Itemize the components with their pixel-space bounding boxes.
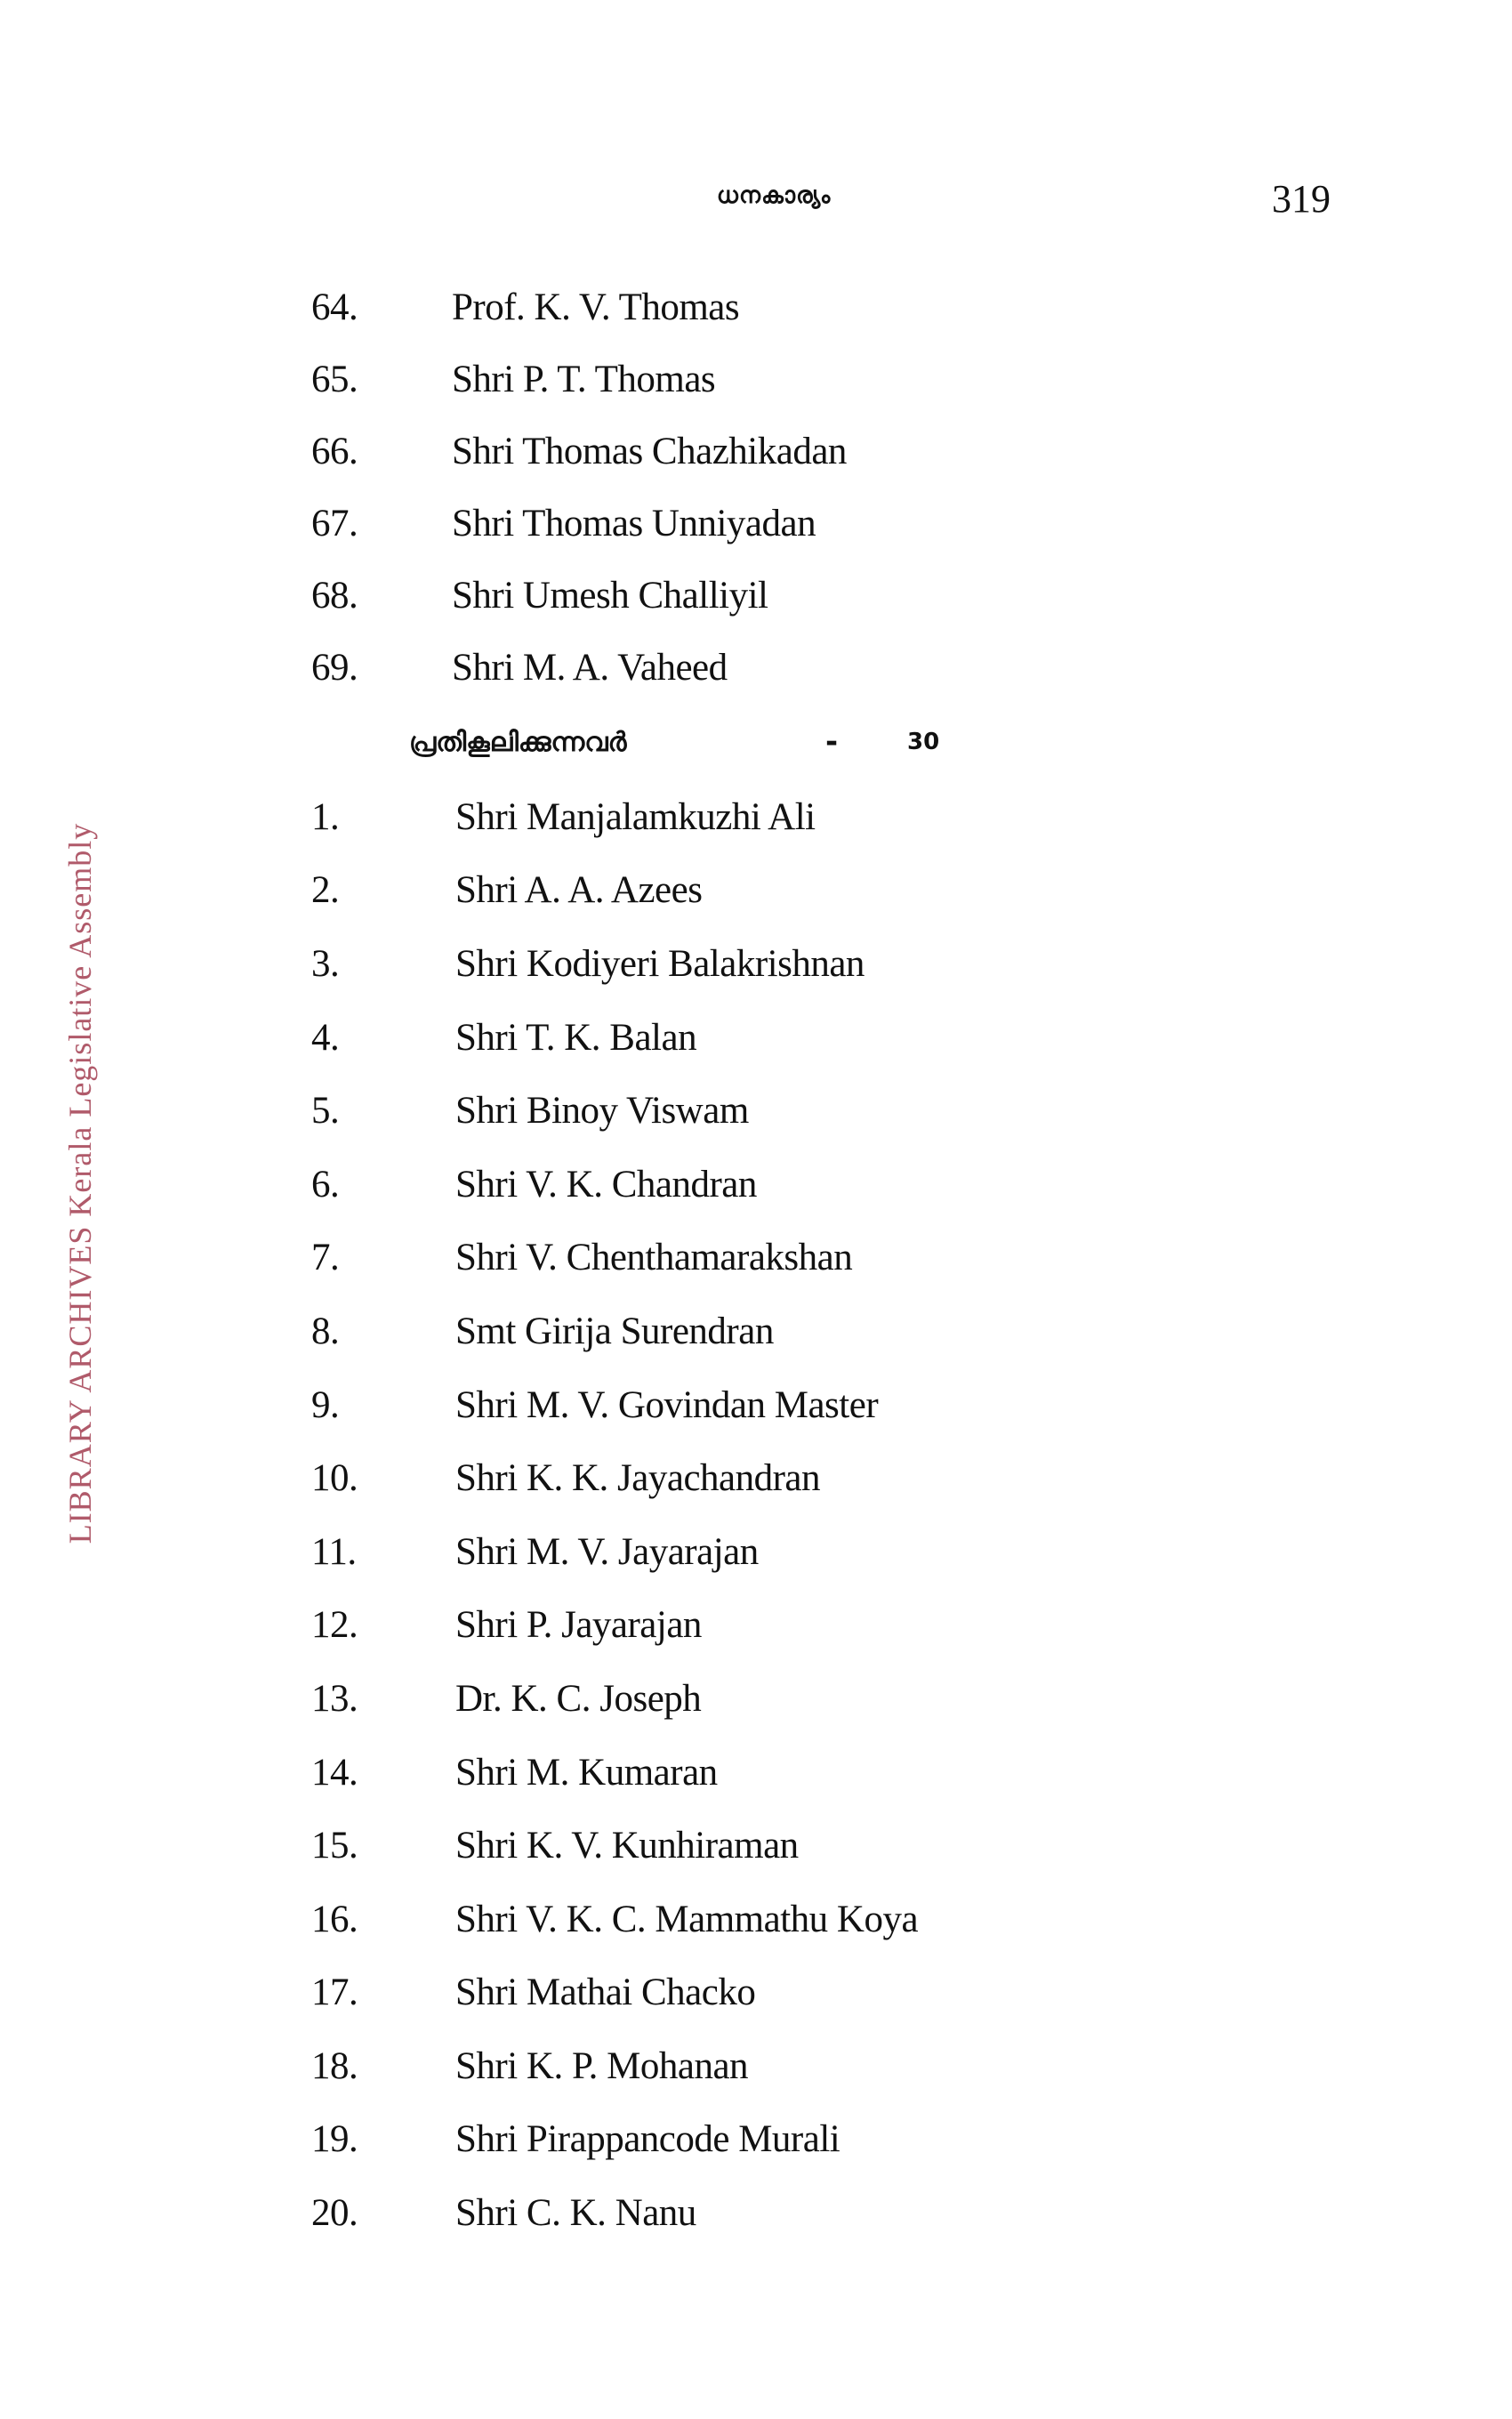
member-name: Shri V. K. Chandran bbox=[455, 1163, 757, 1205]
list-item bbox=[311, 927, 1201, 1001]
item-number: 9. bbox=[311, 1383, 340, 1426]
item-number: 14. bbox=[311, 1751, 358, 1794]
member-name: Shri C. K. Nanu bbox=[455, 2192, 696, 2235]
list-item bbox=[311, 1956, 1201, 2030]
member-name: Shri K. K. Jayachandran bbox=[455, 1457, 821, 1500]
opposing-section-header bbox=[311, 704, 1201, 780]
list-item bbox=[311, 1222, 1201, 1295]
member-name: Prof. K. V. Thomas bbox=[452, 286, 740, 328]
list-item bbox=[311, 560, 1201, 632]
list-item bbox=[311, 854, 1201, 928]
item-number: 68. bbox=[311, 575, 358, 617]
member-name: Shri M. A. Vaheed bbox=[452, 647, 728, 689]
list-item bbox=[311, 1589, 1201, 1663]
item-number: 15. bbox=[311, 1825, 358, 1867]
item-number: 1. bbox=[311, 795, 340, 838]
member-name: Shri P. T. Thomas bbox=[452, 359, 716, 400]
member-name: Shri Thomas Unniyadan bbox=[452, 503, 816, 544]
list-item bbox=[311, 1883, 1201, 1956]
list-item bbox=[311, 1662, 1201, 1736]
item-number: 8. bbox=[311, 1310, 340, 1352]
archive-watermark: LIBRARY ARCHIVES Kerala Legislative Assembly bbox=[62, 822, 98, 1544]
item-number: 3. bbox=[311, 942, 340, 985]
member-name: Shri M. V. Jayarajan bbox=[455, 1530, 759, 1573]
list-item bbox=[311, 1001, 1201, 1075]
list-item bbox=[311, 1074, 1201, 1148]
item-number: 66. bbox=[311, 431, 358, 472]
member-name: Shri M. Kumaran bbox=[455, 1751, 718, 1794]
member-name: Shri V. Chenthamarakshan bbox=[455, 1237, 853, 1279]
item-number: 10. bbox=[311, 1457, 358, 1500]
item-number: 19. bbox=[311, 2118, 358, 2161]
item-number: 17. bbox=[311, 1971, 358, 2014]
continued-list bbox=[311, 271, 1201, 704]
member-name: Shri K. P. Mohanan bbox=[455, 2044, 749, 2087]
member-name: Shri Mathai Chacko bbox=[455, 1971, 756, 2014]
item-number: 69. bbox=[311, 647, 358, 689]
list-item bbox=[311, 2103, 1201, 2177]
list-item bbox=[311, 632, 1201, 704]
list-item bbox=[311, 1515, 1201, 1589]
item-number: 6. bbox=[311, 1163, 340, 1205]
item-number: 20. bbox=[311, 2192, 358, 2235]
list-item bbox=[311, 1294, 1201, 1368]
item-number: 18. bbox=[311, 2044, 358, 2087]
item-number: 13. bbox=[311, 1677, 358, 1720]
page-number: 319 bbox=[1272, 177, 1331, 221]
member-name: Shri Kodiyeri Balakrishnan bbox=[455, 942, 865, 985]
list-item bbox=[311, 780, 1201, 854]
list-item bbox=[311, 1736, 1201, 1810]
item-number: 64. bbox=[311, 286, 358, 328]
member-name: Shri A. A. Azees bbox=[455, 869, 703, 912]
list-item bbox=[311, 2176, 1201, 2250]
item-number: 2. bbox=[311, 869, 340, 912]
list-item bbox=[311, 271, 1201, 343]
member-list bbox=[311, 271, 1201, 2250]
item-number: 12. bbox=[311, 1604, 358, 1647]
member-name: Shri Manjalamkuzhi Ali bbox=[455, 795, 816, 838]
item-number: 65. bbox=[311, 359, 358, 400]
member-name: Shri K. V. Kunhiraman bbox=[455, 1825, 799, 1867]
member-name: Smt Girija Surendran bbox=[455, 1310, 774, 1352]
item-number: 5. bbox=[311, 1090, 340, 1133]
member-name: Shri Umesh Challiyil bbox=[452, 575, 768, 617]
member-name: Dr. K. C. Joseph bbox=[455, 1677, 702, 1720]
list-item bbox=[311, 488, 1201, 560]
member-name: Shri Binoy Viswam bbox=[455, 1090, 749, 1133]
item-number: 4. bbox=[311, 1016, 340, 1059]
member-name: Shri Pirappancode Murali bbox=[455, 2118, 840, 2161]
item-number: 11. bbox=[311, 1530, 357, 1573]
member-name: Shri M. V. Govindan Master bbox=[455, 1383, 879, 1426]
item-number: 16. bbox=[311, 1898, 358, 1940]
list-item bbox=[311, 1441, 1201, 1515]
member-name: Shri P. Jayarajan bbox=[455, 1604, 702, 1647]
list-item bbox=[311, 343, 1201, 415]
list-item bbox=[311, 1368, 1201, 1442]
section-count: 30 bbox=[907, 729, 940, 755]
section-dash: - bbox=[824, 724, 839, 760]
item-number: 67. bbox=[311, 503, 358, 544]
section-title: പ്രതികൂലിക്കുന്നവർ bbox=[409, 726, 627, 758]
member-name: Shri Thomas Chazhikadan bbox=[452, 431, 847, 472]
list-item bbox=[311, 1809, 1201, 1883]
page-header-title: ധനകാര്യം bbox=[716, 182, 832, 209]
member-name: Shri T. K. Balan bbox=[455, 1016, 697, 1059]
list-item bbox=[311, 415, 1201, 488]
list-item bbox=[311, 1148, 1201, 1222]
member-name: Shri V. K. C. Mammathu Koya bbox=[455, 1898, 919, 1940]
item-number: 7. bbox=[311, 1237, 340, 1279]
list-item bbox=[311, 2029, 1201, 2103]
opposing-list bbox=[311, 780, 1201, 2250]
